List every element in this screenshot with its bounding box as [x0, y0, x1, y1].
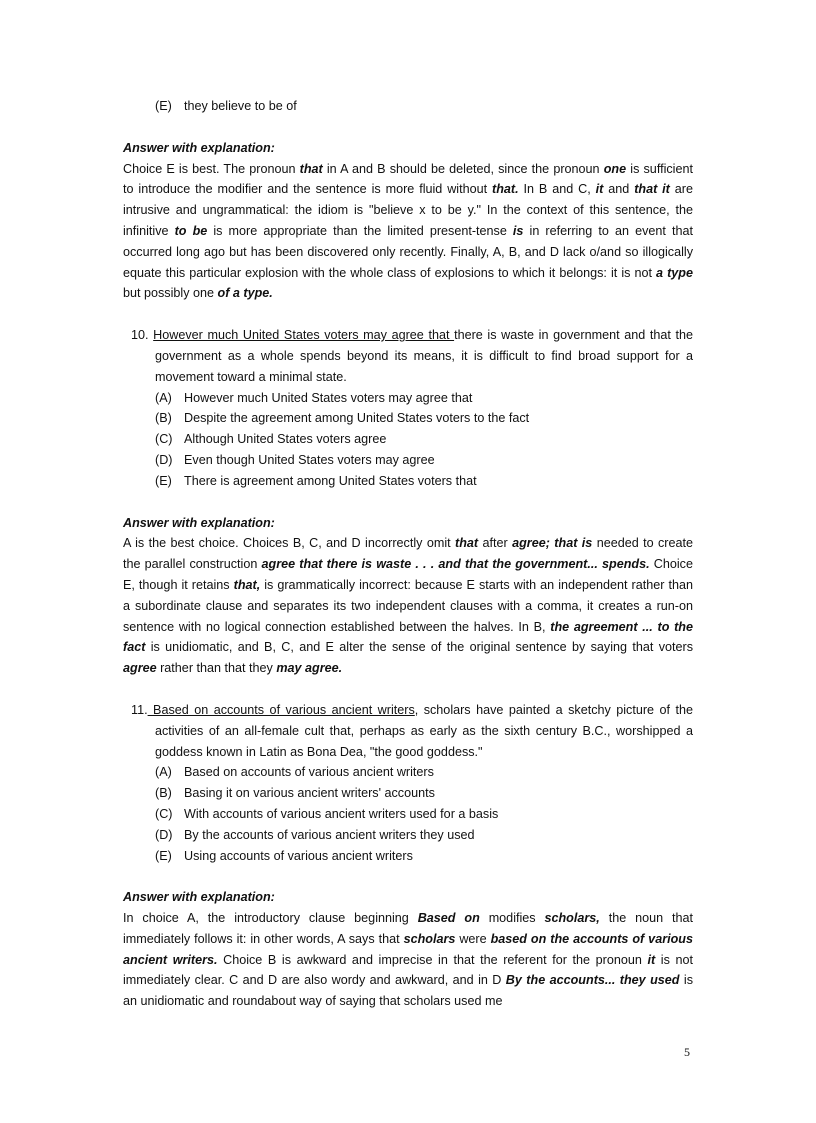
question-text: there is waste in government and that the government as a whole spends beyond its means, it is difficult to find broad support for a movement toward a minimal state. — [155, 328, 694, 384]
answer-choice — [123, 825, 693, 846]
emphasized-text: Based on — [417, 911, 480, 926]
body-text: rather than that they — [156, 661, 277, 676]
emphasized-text: a type — [656, 265, 693, 280]
answer-choice — [123, 804, 693, 825]
emphasized-text: it — [647, 952, 656, 967]
body-text: In B and C, — [518, 182, 596, 197]
question-number: 11. — [131, 702, 148, 717]
emphasized-text: scholars, — [544, 911, 600, 926]
body-text: but possibly one — [123, 286, 218, 301]
document-page — [123, 96, 693, 1012]
choice-label: (A) — [155, 765, 172, 780]
answer-choices — [123, 762, 693, 866]
body-text: Choice E is best. The pronoun — [123, 161, 300, 176]
page-number: 5 — [684, 1045, 690, 1059]
choice-label: (C) — [155, 806, 173, 821]
choice-text: Using accounts of various ancient writers — [184, 848, 413, 863]
body-text: Choice B is awkward and imprecise in that the referent for the pronoun — [217, 952, 648, 967]
body-text: Choice E, though it retains — [123, 557, 693, 592]
emphasized-text: that — [455, 536, 479, 551]
underlined-portion: Based on accounts of various ancient writers — [147, 702, 415, 717]
answer-choices — [123, 388, 693, 492]
emphasized-text: that. — [492, 182, 519, 197]
answer-choice — [123, 408, 693, 429]
emphasized-text: to be — [174, 223, 208, 238]
question-number: 10. — [131, 328, 149, 343]
carry-over-choice — [123, 96, 693, 117]
emphasized-text: the agreement ... to the fact — [123, 619, 694, 655]
body-text: is not immediately clear. C and D are also wordy and awkward, and in D — [123, 952, 693, 988]
body-text: is grammatically incorrect: because E starts with an independent rather than a subordinate clause and separates its two independent clauses with a comma, it creates a run-on sentence with no logical connection established between the halves. In B, — [123, 577, 693, 634]
choice-text: Based on accounts of various ancient writers — [184, 765, 434, 780]
body-text: and — [603, 182, 635, 197]
choice-label: (E) — [155, 848, 172, 863]
explanation-paragraph — [123, 159, 693, 305]
body-text: is more appropriate than the limited present-tense — [207, 223, 513, 238]
emphasized-text: By the accounts... they used — [505, 973, 680, 988]
emphasized-text: of a type. — [217, 286, 273, 301]
choice-label: (D) — [155, 452, 173, 467]
body-text: after — [478, 536, 513, 551]
answer-choice — [123, 388, 693, 409]
answer-choice — [123, 429, 693, 450]
choice-label: (B) — [155, 411, 172, 426]
body-text: is unidiomatic, and B, C, and E alter the sense of the original sentence by saying that voters — [145, 640, 693, 655]
emphasized-text: that — [299, 161, 323, 176]
choice-text: However much United States voters may agree that — [184, 390, 473, 405]
choice-text: By the accounts of various ancient writers they used — [184, 827, 475, 842]
choice-text: Basing it on various ancient writers' accounts — [184, 786, 435, 801]
answer-heading: Answer with explanation: — [123, 515, 275, 530]
choice-label: (E) — [155, 99, 172, 113]
answer-heading: Answer with explanation: — [123, 890, 275, 905]
emphasized-text: agree; that is — [512, 536, 593, 551]
emphasized-text: it — [595, 182, 604, 197]
underlined-portion: However much United States voters may agree that — [153, 328, 455, 343]
question-text: , scholars have painted a sketchy picture of the activities of an all-female cult that, perhaps as early as the sixth century B.C., worshipped a goddess known in Latin as Bona Dea, "the good goddess." — [155, 702, 693, 759]
body-text: were — [455, 931, 491, 946]
choice-label: (E) — [155, 473, 172, 488]
body-text: are intrusive and ungrammatical: the idiom is "believe x to be y." In the context of this sentence, the infinitive — [123, 182, 693, 238]
body-text: is sufficient to introduce the modifier and the sentence is more fluid without — [123, 161, 693, 197]
choice-text: Despite the agreement among United States voters to the fact — [184, 411, 530, 426]
body-text: is an unidiomatic and roundabout way of saying that scholars used me — [123, 973, 694, 1009]
question-stem — [123, 325, 693, 387]
choice-text: Even though United States voters may agree — [184, 452, 435, 467]
emphasized-text: is — [512, 223, 524, 238]
choice-text: There is agreement among United States voters that — [184, 473, 477, 488]
answer-choice — [123, 762, 693, 783]
question-10 — [123, 325, 693, 491]
choice-label: (A) — [155, 390, 172, 405]
emphasized-text: may agree. — [276, 661, 343, 676]
answer-heading: Answer with explanation: — [123, 140, 275, 155]
choice-label: (D) — [155, 827, 173, 842]
explanation-paragraph — [123, 533, 693, 679]
emphasized-text: agree — [123, 661, 157, 676]
question-stem — [123, 700, 693, 762]
emphasized-text: one — [603, 161, 627, 176]
explanation-paragraph — [123, 908, 693, 1012]
emphasized-text: scholars — [403, 931, 456, 946]
body-text: In choice A, the introductory clause beginning — [123, 911, 418, 926]
emphasized-text: based on the accounts of various ancient writers. — [123, 931, 693, 967]
body-text: the noun that immediately follows it: in other words, A says that — [123, 911, 694, 946]
question-11 — [123, 700, 693, 866]
emphasized-text: that it — [634, 182, 670, 197]
choice-text: With accounts of various ancient writers used for a basis — [184, 806, 499, 821]
choice-text: Although United States voters agree — [184, 432, 387, 447]
choice-label: (B) — [155, 786, 172, 801]
answer-choice — [123, 846, 693, 867]
body-text: needed to create the parallel construction — [123, 536, 694, 572]
answer-choice — [123, 783, 693, 804]
answer-choice — [123, 471, 693, 492]
emphasized-text: that, — [233, 577, 261, 592]
body-text: A is the best choice. Choices B, C, and D incorrectly omit — [123, 536, 456, 551]
choice-text: they believe to be of — [184, 99, 297, 113]
emphasized-text: agree that there is waste . . . and that the government... spends. — [261, 557, 650, 572]
body-text: in referring to an event that occurred long ago but has been discovered only recently. Finally, A, B, and D lack o/and so illogically equate this particular explosion with the whole class of explosions to which it belongs: it is not — [123, 223, 693, 280]
body-text: modifies — [479, 911, 545, 926]
body-text: in A and B should be deleted, since the pronoun — [322, 161, 604, 176]
choice-label: (C) — [155, 432, 173, 447]
answer-choice — [123, 450, 693, 471]
